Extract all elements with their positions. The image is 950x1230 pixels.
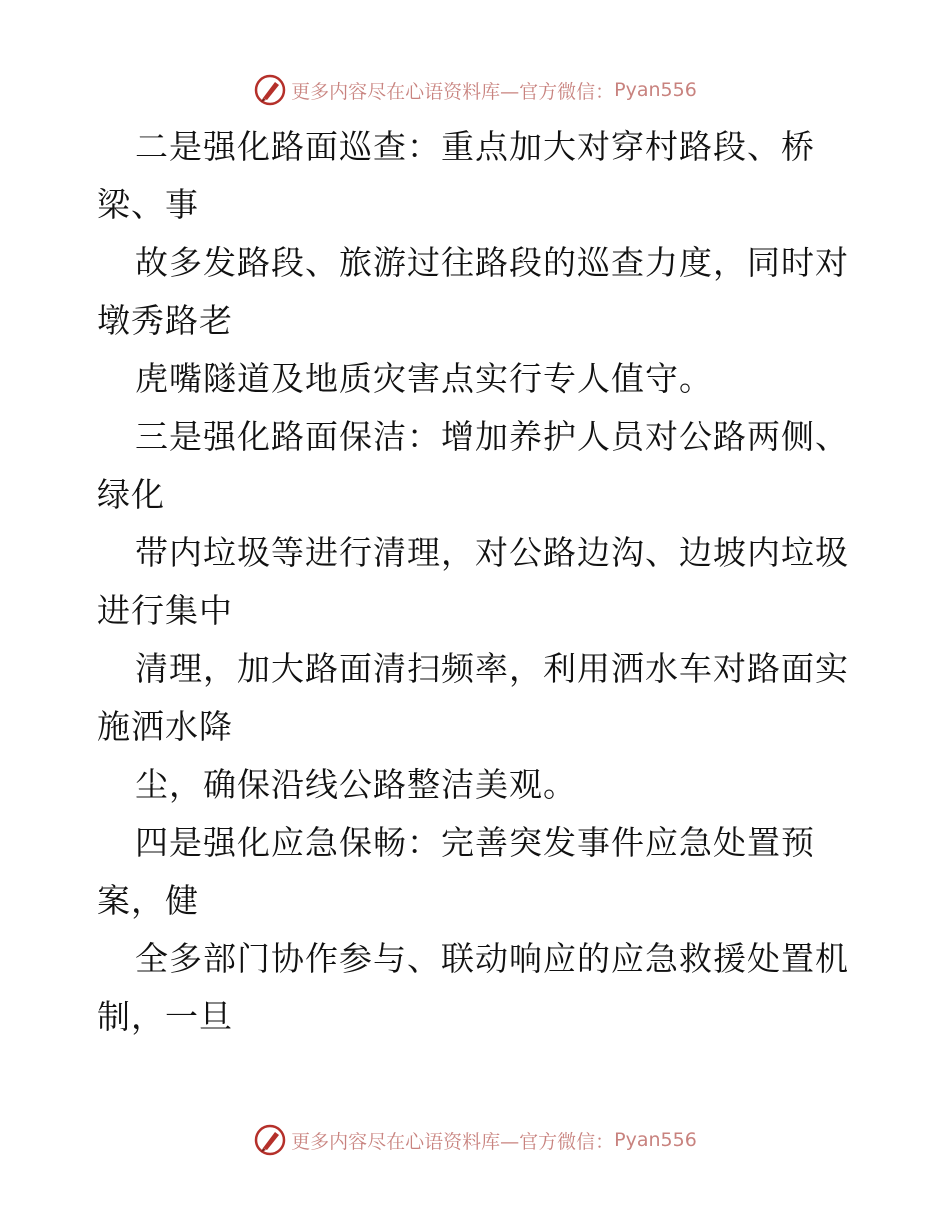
text-line: 故多发路段、旅游过往路段的巡查力度，同时对: [135, 243, 849, 282]
footer-watermark: [0, 1120, 950, 1160]
pen-logo-icon: [253, 1123, 287, 1157]
text-line: 二是强化路面巡查：重点加大对穿村路段、桥: [135, 127, 815, 166]
text-line: 虎嘴隧道及地质灾害点实行专人值守。: [135, 359, 713, 398]
text-line: 梁、事: [97, 185, 199, 224]
text-line: 三是强化路面保洁：增加养护人员对公路两侧、: [135, 417, 849, 456]
text-line: 进行集中: [97, 591, 233, 630]
text-line: 尘，确保沿线公路整洁美观。: [135, 765, 577, 804]
watermark-wechat-id: Pyan556: [614, 1129, 697, 1151]
watermark-text: 更多内容尽在心语资料库—官方微信：: [291, 1130, 615, 1153]
header-watermark: [0, 70, 950, 110]
text-line: 案，健: [97, 881, 199, 920]
text-line: 带内垃圾等进行清理，对公路边沟、边坡内垃圾: [135, 533, 849, 572]
pen-logo-icon: [253, 73, 287, 107]
text-line: 墩秀路老: [97, 301, 233, 340]
text-line: 四是强化应急保畅：完善突发事件应急处置预: [135, 823, 815, 862]
text-line: 绿化: [97, 475, 165, 514]
text-line: 全多部门协作参与、联动响应的应急救援处置机: [135, 939, 849, 978]
text-line: 制，一旦: [97, 997, 233, 1036]
text-line: 施洒水降: [97, 707, 233, 746]
watermark-wechat-id: Pyan556: [614, 79, 697, 101]
document-body: [97, 118, 857, 1046]
watermark-text: 更多内容尽在心语资料库—官方微信：: [291, 80, 615, 103]
text-line: 清理，加大路面清扫频率，利用洒水车对路面实: [135, 649, 849, 688]
